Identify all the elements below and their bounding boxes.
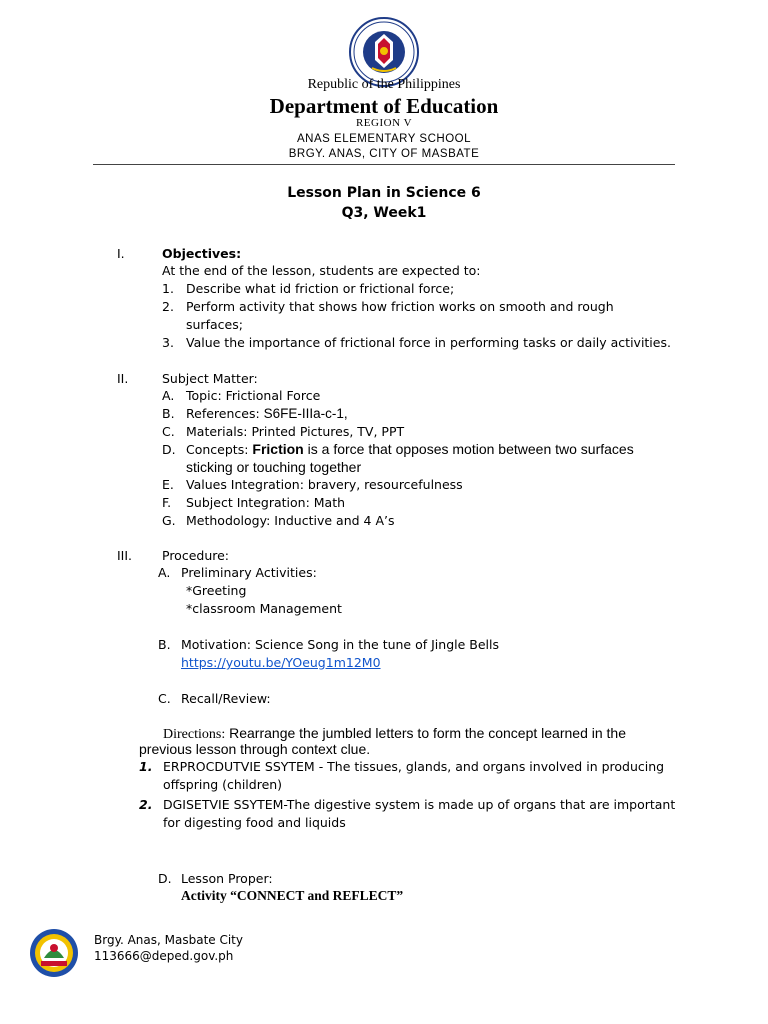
objective-text-continued: surfaces; (186, 317, 243, 332)
subject-topic: Topic: Frictional Force (186, 388, 321, 403)
motivation-heading: Motivation: Science Song in the tune of Jingle Bells (181, 637, 499, 652)
procedure-letter: A. (158, 565, 171, 580)
objective-number: 1. (162, 281, 174, 296)
concepts-label: Concepts: (186, 442, 253, 457)
lesson-plan-subtitle: Q3, Week1 (341, 205, 427, 221)
recall-directions-continued: previous lesson through context clue. (139, 741, 371, 757)
preliminary-item: *Greeting (186, 583, 247, 598)
recall-heading: Recall/Review: (181, 691, 271, 706)
objective-number: 3. (162, 335, 174, 350)
concepts-definition: is a force that opposes motion between two surfaces (303, 441, 634, 457)
subject-references (186, 405, 348, 423)
objective-text: Value the importance of frictional force in performing tasks or daily activities. (186, 335, 671, 350)
lesson-plan-title: Lesson Plan in Science 6 (287, 185, 481, 201)
subject-letter: A. (162, 388, 175, 403)
subject-letter: D. (162, 442, 176, 457)
subject-integration: Subject Integration: Math (186, 495, 346, 510)
footer-address: Brgy. Anas, Masbate City (94, 933, 243, 947)
school-address: BRGY. ANAS, CITY OF MASBATE (288, 148, 480, 160)
concepts-definition-continued: sticking or touching together (186, 459, 362, 475)
recall-item-number: 1. (139, 759, 153, 774)
subject-concepts (186, 440, 634, 459)
recall-item-text: DGISETVIE SSYTEM-The digestive system is made up of organs that are important (163, 797, 676, 812)
procedure-heading: Procedure: (162, 548, 230, 563)
lesson-proper-heading: Lesson Proper: (181, 871, 273, 886)
lesson-proper-activity: Activity “CONNECT and REFLECT” (181, 888, 404, 903)
subject-letter: G. (162, 513, 176, 528)
references-value: S6FE-IIIa-c-1, (263, 406, 348, 421)
directions-text: Rearrange the jumbled letters to form the concept learned in the (225, 725, 627, 741)
objectives-intro: At the end of the lesson, students are expected to: (162, 263, 481, 278)
subject-materials: Materials: Printed Pictures, TV, PPT (186, 424, 405, 439)
recall-item-number: 2. (139, 797, 153, 812)
motivation-video-link[interactable]: https://youtu.be/YOeug1m12M0 (181, 655, 381, 670)
subject-values-integration: Values Integration: bravery, resourcefulness (186, 477, 463, 492)
procedure-letter: B. (158, 637, 171, 652)
preliminary-item: *classroom Management (186, 601, 342, 616)
objective-number: 2. (162, 299, 174, 314)
section-numeral-objectives: I. (117, 246, 125, 261)
school-name: ANAS ELEMENTARY SCHOOL (297, 133, 471, 145)
department-title: Department of Education (269, 94, 499, 118)
recall-item-text: ERPROCDUTVIE SSYTEM - The tissues, glands, and organs involved in producing (163, 759, 665, 774)
references-label: References: (186, 406, 264, 421)
subject-letter: F. (162, 495, 172, 510)
procedure-letter: C. (158, 691, 171, 706)
objective-text: Perform activity that shows how friction works on smooth and rough (186, 299, 614, 314)
objective-text: Describe what id friction or frictional force; (186, 281, 455, 296)
subject-letter: E. (162, 477, 174, 492)
subject-letter: B. (162, 406, 175, 421)
objectives-heading: Objectives: (162, 246, 242, 261)
subject-letter: C. (162, 424, 175, 439)
school-logo (29, 928, 79, 978)
section-numeral-subject-matter: II. (117, 371, 129, 386)
region-line: REGION V (355, 117, 413, 129)
subject-matter-heading: Subject Matter: (162, 371, 258, 386)
section-numeral-procedure: III. (117, 548, 133, 563)
republic-line: Republic of the Philippines (307, 77, 461, 92)
concepts-term: Friction (252, 441, 304, 457)
recall-item-text-continued: for digesting food and liquids (163, 815, 346, 830)
procedure-letter: D. (158, 871, 172, 886)
directions-label: Directions: (163, 727, 226, 742)
preliminary-heading: Preliminary Activities: (181, 565, 317, 580)
header-divider (93, 164, 675, 165)
recall-item-text-continued: offspring (children) (163, 777, 283, 792)
footer-email: 113666@deped.gov.ph (94, 949, 234, 963)
subject-methodology: Methodology: Inductive and 4 A’s (186, 513, 395, 528)
